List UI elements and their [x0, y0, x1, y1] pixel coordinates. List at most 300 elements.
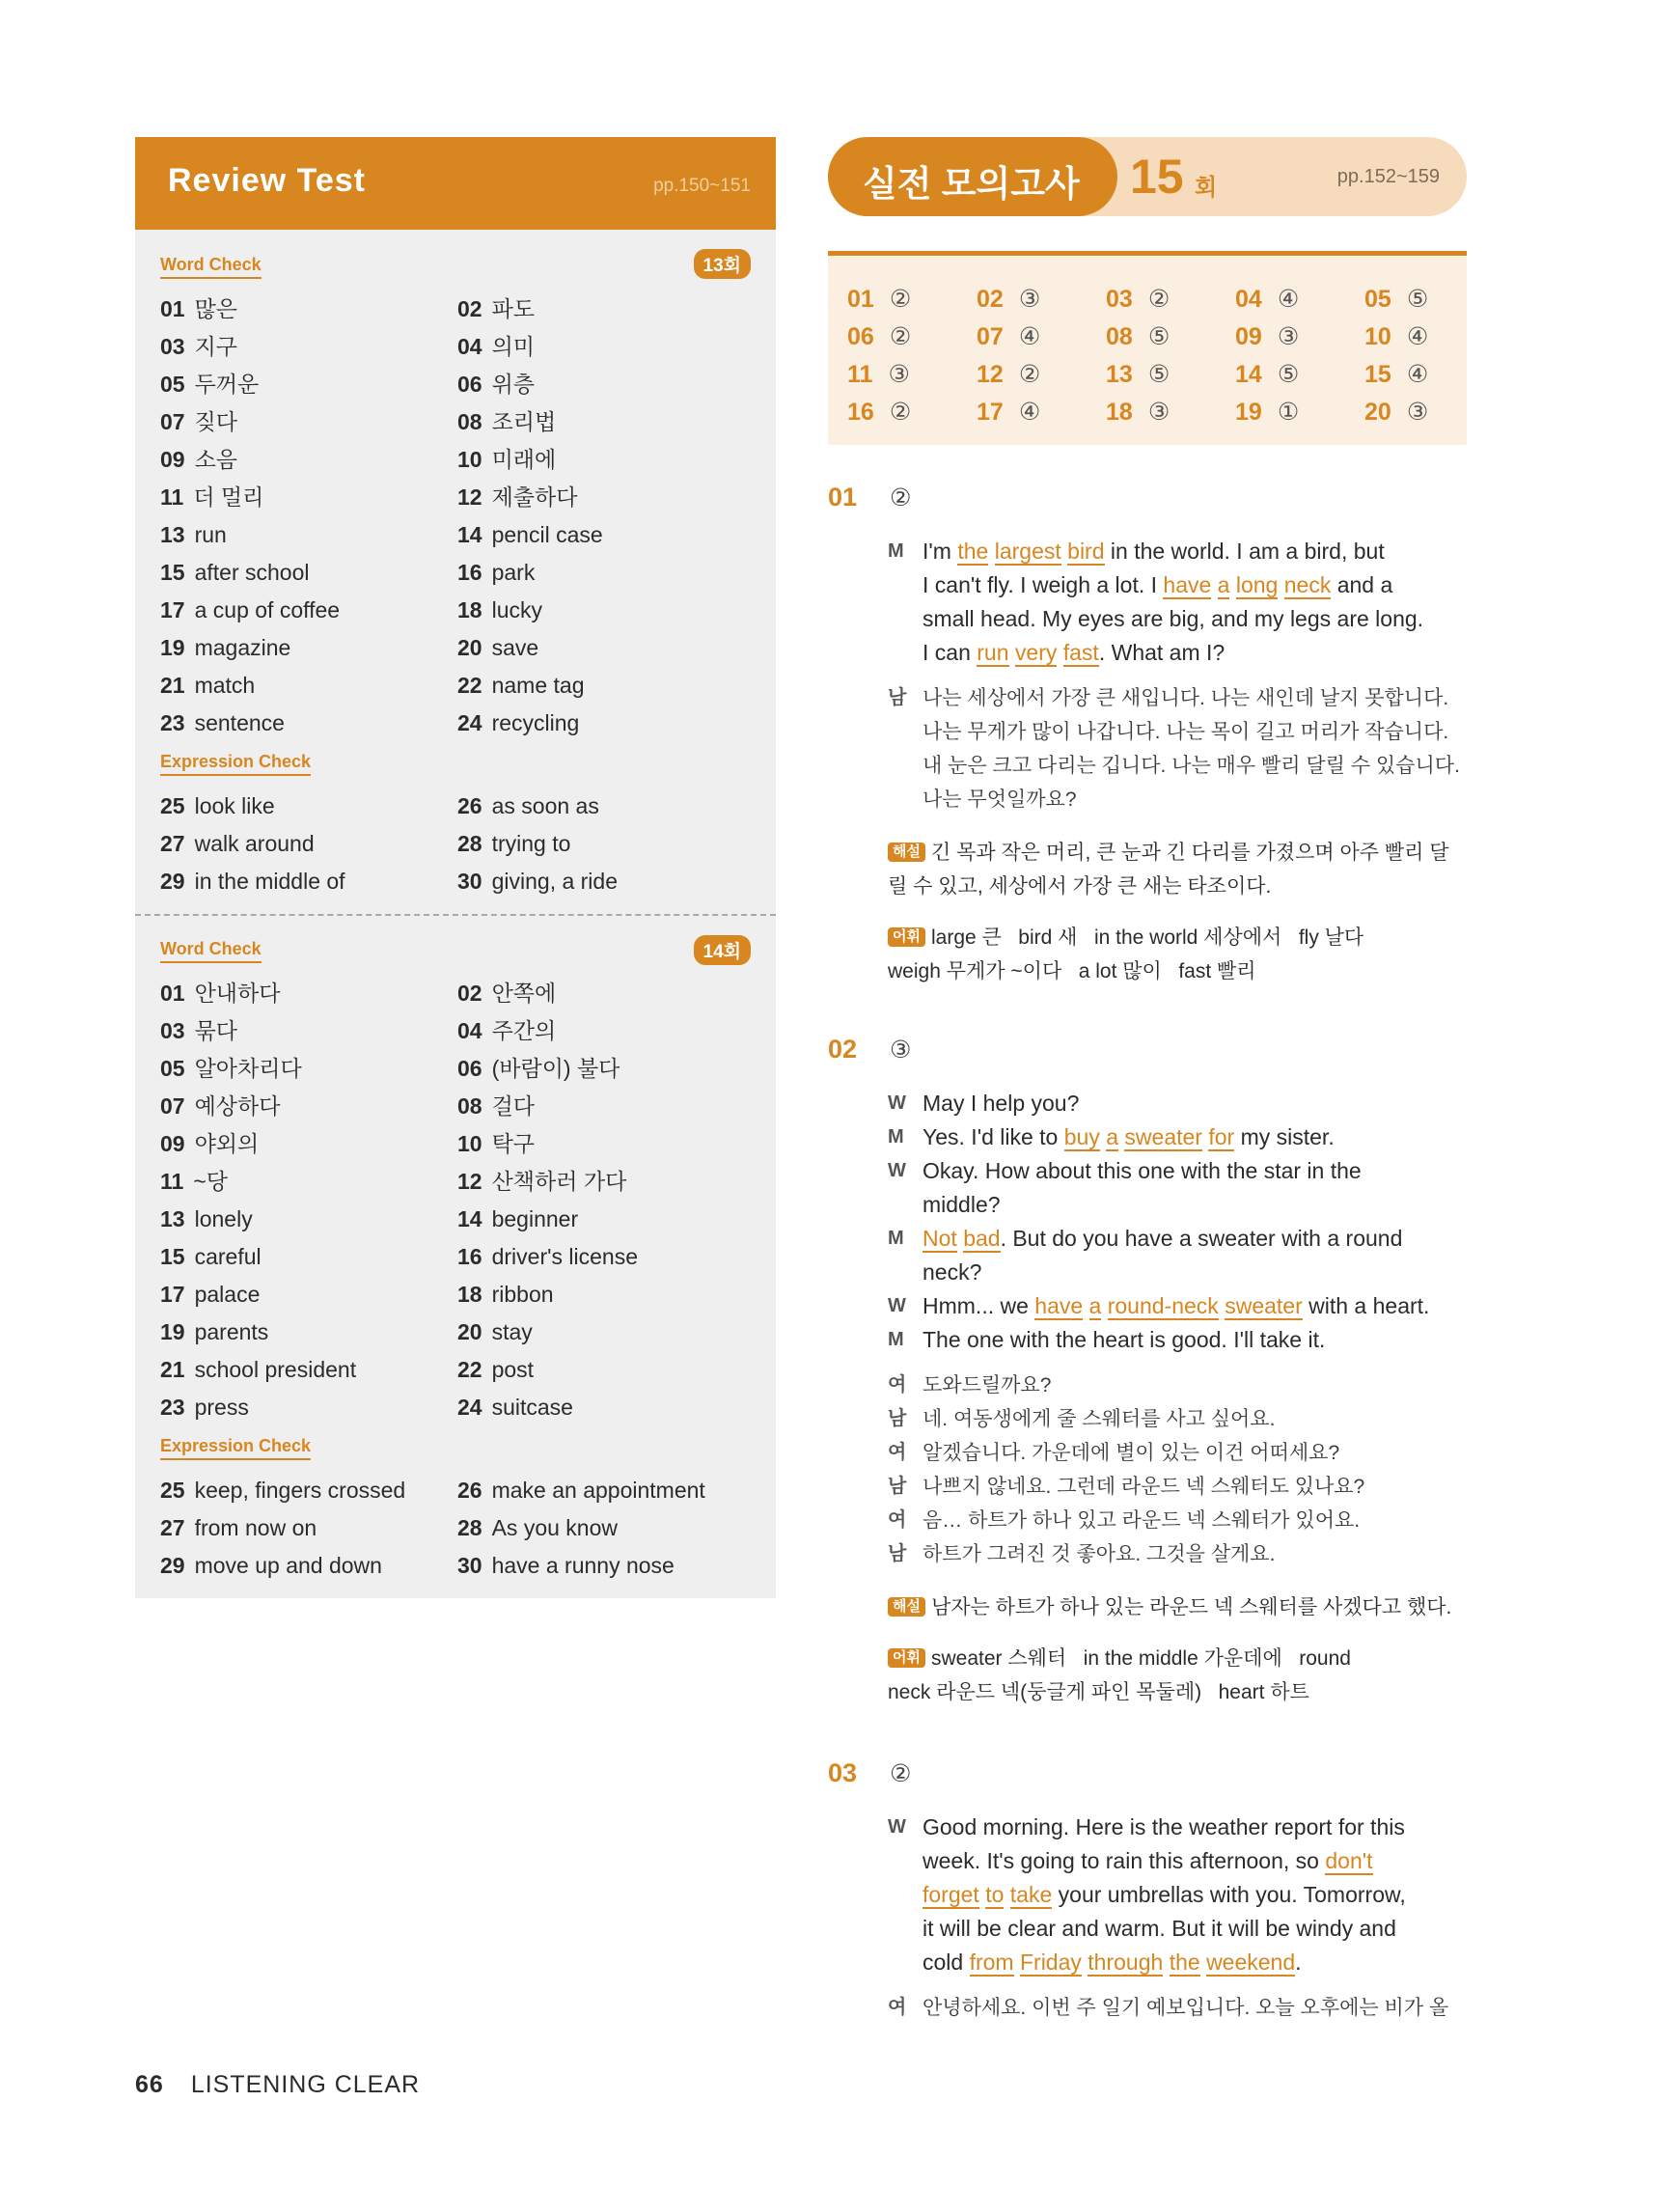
translation-text: 나는 무게가 많이 나갑니다. 나는 목이 길고 머리가 작습니다. [923, 721, 1449, 743]
speaker-label: 남 [888, 687, 907, 708]
word-item [457, 667, 747, 705]
word-item [160, 592, 457, 629]
expression-check-label: Expression Check [160, 752, 311, 776]
blank-answer: round-neck [1107, 1293, 1219, 1318]
vocabulary-line [888, 921, 1467, 954]
blank-answer: sweater [1124, 1124, 1202, 1149]
item-number: 23 [160, 1395, 185, 1420]
word-item [457, 1050, 747, 1088]
script-line [888, 1120, 1467, 1154]
item-number: 01 [160, 296, 185, 321]
answer-number: 15 [1364, 361, 1391, 388]
question-number: 01 [828, 483, 858, 512]
item-number: 14 [457, 522, 482, 547]
speaker-label: W [888, 1160, 906, 1181]
blank-answer: a [1088, 1293, 1102, 1318]
word-item [457, 290, 747, 328]
expression-item [160, 1547, 457, 1585]
word-item [160, 441, 457, 479]
word-item [160, 1201, 457, 1238]
item-text: run [194, 522, 227, 547]
translation-text: 안녕하세요. 이번 주 일기 예보입니다. 오늘 오후에는 비가 올 [923, 1997, 1449, 2019]
word-item [160, 1238, 457, 1276]
word-item [457, 366, 747, 403]
blank-answer: bad [963, 1226, 1001, 1251]
script-line [888, 1844, 1467, 1878]
explanation [888, 836, 1467, 903]
item-number: 06 [457, 1056, 482, 1081]
review-test-title: Review Test [168, 162, 367, 199]
item-number: 15 [160, 560, 185, 585]
word-item [160, 1125, 457, 1163]
expression-item [457, 1509, 747, 1547]
word-item [160, 366, 457, 403]
script-text: in the world. I am a bird, but [1104, 539, 1385, 564]
item-number: 13 [160, 522, 185, 547]
script-text: Yes. I'd like to [923, 1124, 1064, 1149]
script-text [1229, 572, 1235, 597]
item-number: 20 [457, 635, 482, 660]
item-text: in the middle of [194, 869, 345, 894]
item-number: 18 [457, 1282, 482, 1307]
script-block [888, 535, 1467, 670]
item-text: 묶다 [194, 1018, 238, 1043]
page-number: 66 [135, 2071, 164, 2098]
item-text: 파도 [491, 296, 536, 321]
item-text: recycling [491, 710, 580, 735]
script-line [888, 1222, 1467, 1256]
translation-line [888, 1470, 1467, 1504]
script-line [888, 636, 1467, 670]
expression-item [457, 825, 747, 863]
answer-number: 03 [1106, 286, 1133, 313]
blank-answer: the [1169, 1949, 1200, 1975]
item-number: 06 [457, 372, 482, 397]
answer-choice: ⑤ [1277, 361, 1300, 388]
spacer [160, 742, 751, 748]
expression-check-grid [160, 788, 751, 900]
answer-choice: ② [1018, 361, 1041, 388]
word-item [457, 1201, 747, 1238]
blank-answer: have [1163, 572, 1212, 597]
question-header [828, 483, 1467, 521]
item-text: stay [491, 1319, 533, 1344]
translation-text: 나는 세상에서 가장 큰 새입니다. 나는 새인데 날지 못합니다. [923, 687, 1449, 709]
question-header [828, 1758, 1467, 1797]
word-item [160, 403, 457, 441]
vocabulary-tag: 어휘 [888, 927, 925, 947]
item-number: 24 [457, 1395, 482, 1420]
question-number: 03 [828, 1758, 858, 1787]
word-item [160, 975, 457, 1012]
script-text: with a heart. [1302, 1293, 1430, 1318]
answer-cell [1106, 318, 1235, 356]
item-text: have a runny nose [491, 1553, 675, 1578]
blank-answer: run [977, 640, 1009, 665]
translation-text: 내 눈은 크고 다리는 깁니다. 나는 매우 빨리 달릴 수 있습니다. [923, 755, 1460, 777]
answer-number: 13 [1106, 361, 1133, 388]
speaker-label: 여 [888, 1997, 907, 2018]
item-text: 두꺼운 [194, 372, 260, 397]
word-check-grid [160, 290, 751, 742]
expression-check-label: Expression Check [160, 1436, 311, 1460]
answer-cell [847, 281, 977, 318]
speaker-label: W [888, 1295, 906, 1316]
blank-answer: for [1208, 1124, 1235, 1149]
item-text: palace [194, 1282, 261, 1307]
spacer [160, 1426, 751, 1432]
expression-item [457, 1472, 747, 1509]
answer-number: 10 [1364, 323, 1391, 350]
item-number: 14 [457, 1206, 482, 1231]
item-text: 소음 [194, 447, 238, 472]
item-text: park [491, 560, 536, 585]
answer-cell [1364, 281, 1471, 318]
speaker-label: 여 [888, 1442, 907, 1463]
item-text: 더 멀리 [193, 484, 264, 510]
question-02 [828, 1035, 1467, 1709]
item-text: make an appointment [491, 1478, 705, 1503]
word-item [457, 328, 747, 366]
answer-number: 14 [1235, 361, 1262, 388]
item-number: 17 [160, 597, 185, 622]
translation-line [888, 1991, 1467, 2025]
item-number: 28 [457, 831, 482, 856]
word-item [457, 479, 747, 516]
word-item [160, 1313, 457, 1351]
review-test-header [135, 137, 776, 230]
explanation-line [888, 870, 1467, 903]
answer-number: 04 [1235, 286, 1262, 313]
item-text: driver's license [491, 1244, 638, 1269]
item-text: 야외의 [194, 1131, 260, 1156]
translation-text: 도와드릴까요? [923, 1374, 1052, 1396]
answer-cell [1235, 356, 1364, 394]
script-text [1009, 640, 1015, 665]
item-number: 04 [457, 1018, 482, 1043]
speaker-label: 여 [888, 1509, 907, 1531]
translation-line [888, 1369, 1467, 1402]
item-text: 의미 [491, 334, 536, 359]
answer-number: 11 [847, 361, 873, 388]
item-number: 29 [160, 869, 185, 894]
item-number: 26 [457, 1478, 482, 1503]
explanation-line [888, 1590, 1467, 1624]
answer-cell [977, 394, 1106, 431]
item-text: lonely [194, 1206, 253, 1231]
vocabulary-text: large 큰 bird 새 in the world 세상에서 fly 날다 [930, 926, 1364, 949]
item-text: walk around [194, 831, 315, 856]
script-text: Good morning. Here is the weather report for this [923, 1814, 1405, 1839]
translation-block [888, 1991, 1467, 2025]
mock-test-number: 15 [1130, 150, 1184, 204]
expression-item [160, 1472, 457, 1509]
item-number: 08 [457, 409, 482, 434]
speaker-label: M [888, 540, 904, 562]
blank-answer: long [1235, 572, 1279, 597]
blank-answer: a [1106, 1124, 1119, 1149]
item-number: 01 [160, 981, 185, 1006]
word-item [160, 290, 457, 328]
script-line [888, 1912, 1467, 1946]
item-number: 16 [457, 560, 482, 585]
vocabulary [888, 1642, 1467, 1709]
translation-text: 알겠습니다. 가운데에 별이 있는 이건 어떠세요? [923, 1442, 1340, 1464]
blank-answer: a [1217, 572, 1230, 597]
script-text: small head. My eyes are big, and my legs are long. [923, 606, 1424, 631]
word-item [457, 1163, 747, 1201]
item-number: 17 [160, 1282, 185, 1307]
item-number: 22 [457, 1357, 482, 1382]
speaker-label: M [888, 1329, 904, 1350]
word-item [457, 705, 747, 742]
script-text [1278, 572, 1283, 597]
item-number: 25 [160, 1478, 185, 1503]
script-text: . But do you have a sweater with a round [1000, 1226, 1403, 1251]
script-text [1057, 640, 1062, 665]
script-text: I'm [923, 539, 958, 564]
expression-item [160, 1509, 457, 1547]
speaker-label: W [888, 1092, 906, 1114]
script-text [1083, 1293, 1088, 1318]
item-number: 23 [160, 710, 185, 735]
script-line [888, 1946, 1467, 1979]
item-number: 12 [457, 484, 482, 510]
blank-answer: don't [1325, 1848, 1373, 1873]
word-item [457, 1125, 747, 1163]
vocabulary [888, 921, 1467, 988]
item-text: 산책하러 가다 [491, 1169, 627, 1194]
item-text: save [491, 635, 539, 660]
item-text: lucky [491, 597, 542, 622]
blank-answer: through [1088, 1949, 1164, 1975]
word-item [457, 1351, 747, 1389]
item-text: 알아차리다 [194, 1056, 302, 1081]
script-text: The one with the heart is good. I'll take it. [923, 1327, 1326, 1352]
script-text: it will be clear and warm. But it will be windy and [923, 1916, 1396, 1941]
word-check-label: Word Check [160, 939, 262, 963]
item-text: parents [194, 1319, 269, 1344]
answer-choice: ② [1147, 286, 1170, 313]
answer-choice: ④ [1018, 399, 1041, 426]
word-item [160, 1351, 457, 1389]
explanation-line [888, 836, 1467, 870]
item-text: trying to [491, 831, 571, 856]
item-text: pencil case [491, 522, 603, 547]
item-number: 09 [160, 447, 185, 472]
expression-item [457, 788, 747, 825]
mock-test-title-pill [828, 137, 1117, 216]
mock-test-pages: pp.152~159 [1336, 166, 1440, 187]
translation-text: 네. 여동생에게 줄 스웨터를 사고 싶어요. [923, 1408, 1276, 1430]
item-number: 08 [457, 1093, 482, 1119]
blank-answer: largest [994, 539, 1061, 564]
answer-cell [1106, 356, 1235, 394]
blank-answer: weekend [1206, 1949, 1296, 1975]
item-text: school president [194, 1357, 357, 1382]
answer-choice: ⑤ [1406, 286, 1429, 313]
round-badge: 14회 [694, 935, 752, 965]
answer-cell [847, 356, 977, 394]
answer-choice: ② [889, 323, 912, 350]
translation-text: 나는 무엇일까요? [923, 788, 1077, 811]
speaker-label: 남 [888, 1476, 907, 1497]
review-section [135, 916, 776, 1598]
answer-number: 16 [847, 399, 874, 426]
script-text: your umbrellas with you. Tomorrow, [1052, 1882, 1406, 1907]
item-text: 미래에 [491, 447, 557, 472]
answer-number: 01 [847, 286, 874, 313]
item-number: 21 [160, 1357, 185, 1382]
expression-item [160, 825, 457, 863]
item-text: 많은 [194, 296, 238, 321]
word-item [457, 403, 747, 441]
answer-choice: ⑤ [1147, 361, 1170, 388]
vocabulary-line [888, 954, 1467, 988]
answer-choice: ④ [1406, 361, 1429, 388]
item-number: 25 [160, 793, 185, 818]
item-number: 15 [160, 1244, 185, 1269]
item-text: as soon as [491, 793, 599, 818]
item-text: keep, fingers crossed [194, 1478, 406, 1503]
word-item [457, 1276, 747, 1313]
item-text: 조리법 [491, 409, 557, 434]
word-item [457, 629, 747, 667]
word-item [160, 516, 457, 554]
blank-answer: fast [1062, 640, 1099, 665]
script-text: . What am I? [1098, 640, 1226, 665]
word-item [160, 328, 457, 366]
item-number: 02 [457, 981, 482, 1006]
answer-cell [847, 318, 977, 356]
answer-number: 12 [977, 361, 1004, 388]
item-number: 28 [457, 1515, 482, 1540]
answer-cell [977, 281, 1106, 318]
explanation-text: 릴 수 있고, 세상에서 가장 큰 새는 타조이다. [888, 875, 1272, 898]
translation-line [888, 1402, 1467, 1436]
script-text: neck? [923, 1259, 982, 1285]
script-line [888, 1289, 1467, 1323]
word-item [457, 516, 747, 554]
translation-line [888, 749, 1467, 783]
item-text: sentence [194, 710, 285, 735]
vocabulary-text: weigh 무게가 ~이다 a lot 많이 fast 빨리 [888, 960, 1256, 982]
word-item [457, 554, 747, 592]
script-text: my sister. [1234, 1124, 1335, 1149]
answer-cell [1364, 318, 1471, 356]
explanation-tag: 해설 [888, 843, 925, 862]
word-item [160, 629, 457, 667]
question-number: 02 [828, 1035, 858, 1064]
translation-line [888, 1537, 1467, 1571]
vocabulary-line [888, 1642, 1467, 1675]
item-text: giving, a ride [491, 869, 619, 894]
translation-block [888, 1369, 1467, 1571]
script-text [1211, 572, 1217, 597]
item-text: post [491, 1357, 535, 1382]
item-text: careful [194, 1244, 262, 1269]
item-text: beginner [491, 1206, 579, 1231]
translation-line [888, 1436, 1467, 1470]
word-item [160, 479, 457, 516]
script-line [888, 1087, 1467, 1120]
item-text: 예상하다 [194, 1093, 281, 1119]
blank-answer: buy [1063, 1124, 1100, 1149]
answer-number: 20 [1364, 399, 1391, 426]
answer-choice: ② [889, 286, 912, 313]
question-answer: ② [890, 1760, 912, 1787]
expression-check-grid [160, 1472, 751, 1585]
item-number: 19 [160, 1319, 185, 1344]
word-item [160, 554, 457, 592]
blank-answer: from [969, 1949, 1014, 1975]
word-item [457, 1088, 747, 1125]
mock-test-panel [828, 137, 1467, 2019]
script-line [888, 535, 1467, 568]
item-text: 안내하다 [194, 981, 281, 1006]
script-line [888, 1154, 1467, 1188]
word-item [160, 1163, 457, 1201]
script-text [1163, 1949, 1169, 1975]
script-block [888, 1811, 1467, 1979]
item-text: press [194, 1395, 249, 1420]
word-item [457, 1238, 747, 1276]
item-number: 26 [457, 793, 482, 818]
item-number: 16 [457, 1244, 482, 1269]
script-text: cold [923, 1949, 970, 1975]
item-number: 19 [160, 635, 185, 660]
item-number: 03 [160, 334, 185, 359]
speaker-label: M [888, 1126, 904, 1147]
review-section [135, 230, 776, 914]
book-title: LISTENING CLEAR [190, 2071, 421, 2098]
answer-choice: ① [1277, 399, 1300, 426]
answer-number: 09 [1235, 323, 1262, 350]
blank-answer: forget [923, 1882, 979, 1907]
item-number: 29 [160, 1553, 185, 1578]
script-text [1101, 1293, 1107, 1318]
answer-cell [1106, 281, 1235, 318]
word-item [457, 1012, 747, 1050]
word-item [160, 1050, 457, 1088]
answer-choice: ④ [1277, 286, 1300, 313]
question-header [828, 1035, 1467, 1073]
item-number: 10 [457, 1131, 482, 1156]
word-item [160, 1389, 457, 1426]
expression-item [160, 863, 457, 900]
answer-number: 18 [1106, 399, 1133, 426]
word-item [160, 1088, 457, 1125]
script-line [888, 602, 1467, 636]
item-number: 27 [160, 831, 185, 856]
item-number: 11 [160, 484, 184, 510]
answer-cell [1364, 356, 1471, 394]
page-footer [135, 2071, 420, 2099]
blank-answer: neck [1283, 572, 1332, 597]
blank-answer: the [957, 539, 989, 564]
answer-choice: ③ [1277, 323, 1300, 350]
answer-cell [977, 318, 1106, 356]
answer-number: 02 [977, 286, 1004, 313]
item-number: 04 [457, 334, 482, 359]
script-line [888, 1811, 1467, 1844]
question-answer: ② [890, 484, 912, 512]
translation-text: 음… 하트가 하나 있고 라운드 넥 스웨터가 있어요. [923, 1509, 1361, 1532]
item-number: 05 [160, 1056, 185, 1081]
item-number: 18 [457, 597, 482, 622]
script-text: . [1295, 1949, 1302, 1975]
item-number: 02 [457, 296, 482, 321]
